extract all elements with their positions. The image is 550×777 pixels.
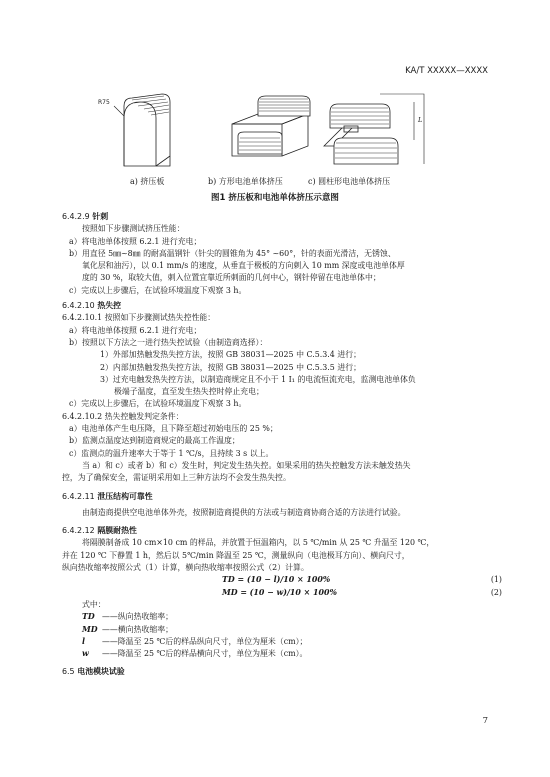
paragraph: 当 a）和 c）或者 b）和 c）发生时，判定发生热失控。如果采用的热失控触发方法未触发热失 bbox=[82, 460, 411, 470]
caption-b: b) 方形电池单体挤压 bbox=[208, 177, 283, 186]
variable-definition: TD ——纵向热收缩率； bbox=[82, 612, 174, 622]
list-item-continuation: 氧化层和油污），以 0.1 mm/s 的速度，从垂直于极板的方向刺入 10 mm 深度或电池单体厚 bbox=[82, 261, 405, 271]
sub-list-item: 3）过充电触发热失控方法，以制造商规定且不小于 1 I₁ 的电流恒流充电，监测电池单体负 bbox=[100, 374, 416, 384]
paragraph: 按照如下步骤测试挤压性能： bbox=[82, 224, 185, 234]
press-plate-drawing bbox=[114, 94, 170, 166]
section-6-4-2-12-heading: 6.4.2.12 隔膜耐热性 bbox=[62, 526, 137, 536]
formula-1: TD = (10 − l)/10 × 100% (1) bbox=[222, 575, 502, 585]
page-number: 7 bbox=[482, 716, 488, 726]
radius-label: R75 bbox=[98, 99, 110, 106]
prismatic-cell-drawing bbox=[232, 96, 310, 156]
paragraph: 由制造商提供空电池单体外壳，按照制造商提供的方法或与制造商协商合适的方法进行试验。 bbox=[82, 507, 406, 517]
paragraph-continuation: 并在 120 ℃ 下静置 1 h，然后以 5℃/min 降温至 25 ℃，测量纵向（电池极耳方向）、横向尺寸， bbox=[62, 550, 410, 560]
variable-definition: MD ——横向热收缩率； bbox=[82, 624, 174, 634]
formula-2: MD = (10 − w)/10 × 100% (2) bbox=[222, 587, 502, 597]
variable-definition: l ——降温至 25 ℃后的样品纵向尺寸，单位为厘米（cm）； bbox=[82, 636, 308, 646]
paragraph-continuation: 纵向热收缩率按照公式（1）计算，横向热收缩率按照公式（2）计算。 bbox=[62, 563, 309, 573]
section-6-5-heading: 6.5 电池模块试验 bbox=[62, 667, 125, 677]
section-6-4-2-9-heading: 6.4.2.9 针刺 bbox=[62, 212, 109, 221]
figure-title: 图1 挤压板和电池单体挤压示意图 bbox=[211, 193, 339, 203]
list-item: a）将电池单体按照 6.2.1 进行充电； bbox=[69, 325, 202, 335]
list-item: c）完成以上步骤后，在试验环境温度下观察 3 h。 bbox=[69, 285, 247, 295]
list-item: a）将电池单体按照 6.2.1 进行充电； bbox=[69, 236, 202, 246]
list-item: a）电池单体产生电压降，且下降至超过初始电压的 25 %； bbox=[69, 424, 278, 434]
caption-c: c) 圆柱形电池单体挤压 bbox=[308, 177, 391, 186]
paragraph: 将隔膜制备成 10 cm×10 cm 的样品，并放置于恒温箱内，以 5 ℃/min 从 25 ℃ 升温至 120 ℃， bbox=[82, 538, 435, 548]
list-item: b）按照以下方法之一进行热失控试验（由制造商选择）： bbox=[69, 337, 268, 347]
cylindrical-cell-drawing bbox=[324, 94, 424, 164]
paragraph-continuation: 控，为了确保安全，需证明采用如上三种方法均不会发生热失控。 bbox=[62, 473, 291, 483]
header-code: KA/T XXXXX—XXXX bbox=[405, 66, 488, 76]
document-body bbox=[62, 208, 502, 679]
sub-list-item-continuation: 极端子温度，直至发生热失控时停止充电； bbox=[114, 387, 264, 397]
sub-list-item: 1）外部加热触发热失控方法，按照 GB 38031—2025 中 C.5.3.4 进行； bbox=[100, 350, 362, 360]
list-item: b）监测点温度达到制造商规定的最高工作温度； bbox=[69, 436, 240, 446]
list-item: b）用直径 5㎜~8㎜ 的耐高温钢针（针尖的圆锥角为 45° ~60°，针的表面光滑洁，无锈蚀、 bbox=[69, 248, 396, 258]
list-item: c）监测点的温升速率大于等于 1 ℃/s，且持续 3 s 以上。 bbox=[69, 448, 274, 458]
list-item-continuation: 度的 30 %，取较大值，刺入位置宜靠近所刺面的几何中心，钢针停留在电池单体中； bbox=[82, 273, 381, 283]
section-6-4-2-10-heading: 6.4.2.10 热失控 bbox=[62, 301, 122, 311]
subsection-heading: 6.4.2.10.2 热失控触发判定条件： bbox=[62, 411, 184, 421]
where-label: 式中： bbox=[82, 599, 106, 609]
section-6-4-2-11-heading: 6.4.2.11 泄压结构可靠性 bbox=[62, 491, 153, 501]
subsection-heading: 6.4.2.10.1 按照如下步骤测试热失控性能： bbox=[62, 313, 216, 323]
length-label: L bbox=[418, 116, 423, 124]
figure-1-diagram bbox=[62, 88, 492, 174]
caption-a: a) 挤压板 bbox=[130, 177, 165, 186]
list-item: c）完成以上步骤后，在试验环境温度下观察 3 h。 bbox=[69, 399, 247, 409]
variable-definition: w ——降温至 25 ℃后的样品横向尺寸，单位为厘米（cm）。 bbox=[82, 649, 308, 659]
sub-list-item: 2）内部加热触发热失控方法，按照 GB 38031—2025 中 C.5.3.5 进行； bbox=[100, 362, 362, 372]
